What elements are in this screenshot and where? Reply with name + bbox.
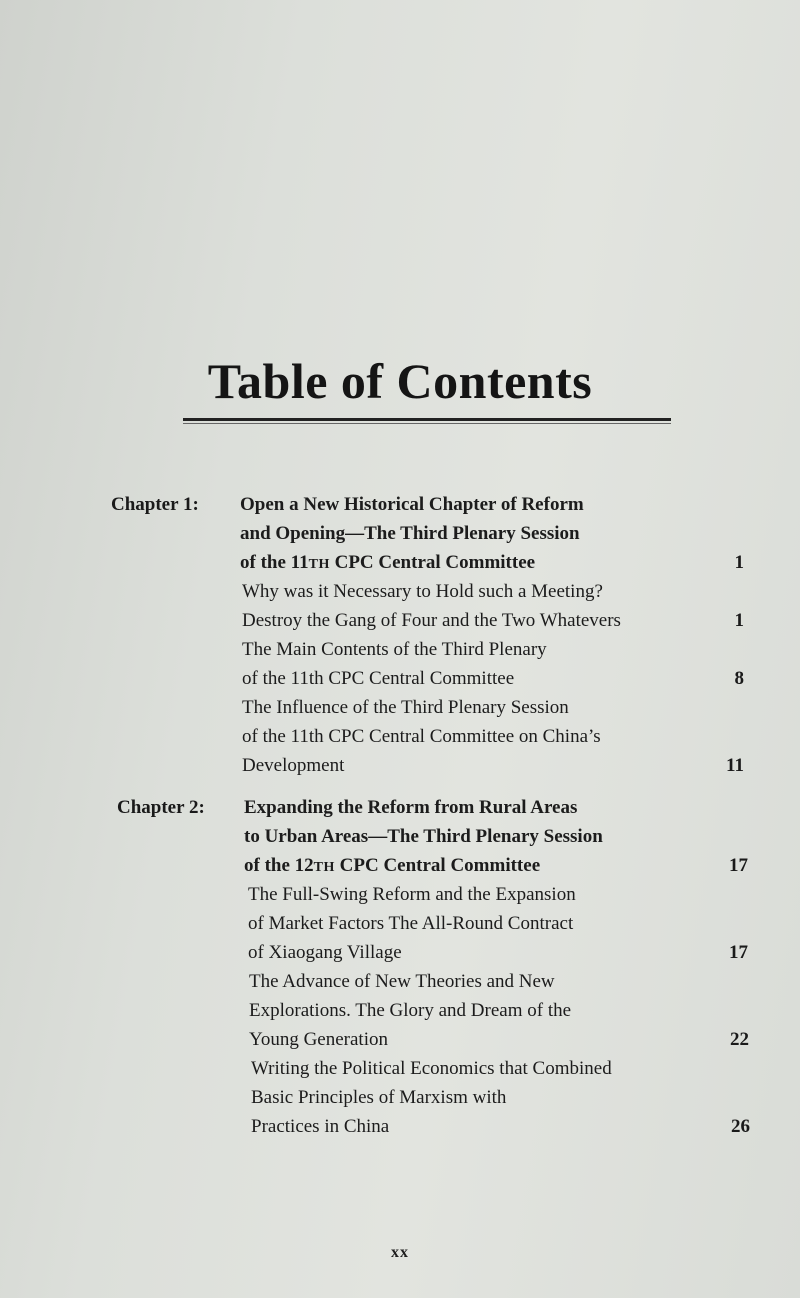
ch1-section-3-line-3: Development xyxy=(242,755,345,776)
ch1-section-2-page: 8 xyxy=(734,668,744,689)
ch2-section-1-page: 17 xyxy=(729,942,748,963)
chapter-2-page-number: 17 xyxy=(729,855,748,876)
ch1-section-1-line-2: Destroy the Gang of Four and the Two Whatevers xyxy=(242,610,621,631)
ch2-section-1-line-2: of Market Factors The All-Round Contract xyxy=(248,913,574,934)
ch2-section-3-line-3: Practices in China xyxy=(251,1116,390,1137)
chapter-2-heading-line-1: Expanding the Reform from Rural Areas xyxy=(244,797,578,818)
chapter-1-page-number: 1 xyxy=(734,552,744,573)
chapter-1-heading-line-2: and Opening—The Third Plenary Session xyxy=(240,523,580,544)
ch1-section-3-line-1: The Influence of the Third Plenary Session xyxy=(242,697,569,718)
ch2-section-3-line-2: Basic Principles of Marxism with xyxy=(251,1087,507,1108)
ch1-section-1-page: 1 xyxy=(734,610,744,631)
ch1-section-3-line-2: of the 11th CPC Central Committee on China’s xyxy=(242,726,601,747)
chapter-2-heading-line-2: to Urban Areas—The Third Plenary Session xyxy=(244,826,603,847)
ch2-section-1-line-3: of Xiaogang Village xyxy=(248,942,402,963)
ch2-section-3-page: 26 xyxy=(731,1116,750,1137)
page-title: Table of Contents xyxy=(207,353,593,409)
ch1-section-2-line-2: of the 11th CPC Central Committee xyxy=(242,668,515,689)
chapter-2-heading-line-3: of the 12TH CPC Central Committee xyxy=(244,855,541,876)
title-underline-thin xyxy=(183,423,671,424)
title-underline xyxy=(183,418,671,421)
ch2-section-1-line-1: The Full-Swing Reform and the Expansion xyxy=(248,884,576,905)
ch2-section-2-line-3: Young Generation xyxy=(249,1029,388,1050)
ch2-section-3-line-1: Writing the Political Economics that Combined xyxy=(251,1058,612,1079)
chapter-1-label: Chapter 1: xyxy=(111,494,199,515)
ch2-section-2-page: 22 xyxy=(730,1029,749,1050)
chapter-1-heading-line-1: Open a New Historical Chapter of Reform xyxy=(240,494,584,515)
chapter-1-heading-line-3: of the 11TH CPC Central Committee xyxy=(240,552,536,573)
chapter-2-label: Chapter 2: xyxy=(117,797,205,818)
page-folio: xx xyxy=(391,1244,409,1261)
ch1-section-1-line-1: Why was it Necessary to Hold such a Meeting? xyxy=(242,581,603,602)
ch1-section-2-line-1: The Main Contents of the Third Plenary xyxy=(242,639,547,660)
ch1-section-3-page: 11 xyxy=(726,755,744,776)
ch2-section-2-line-1: The Advance of New Theories and New xyxy=(249,971,555,992)
ch2-section-2-line-2: Explorations. The Glory and Dream of the xyxy=(249,1000,572,1021)
